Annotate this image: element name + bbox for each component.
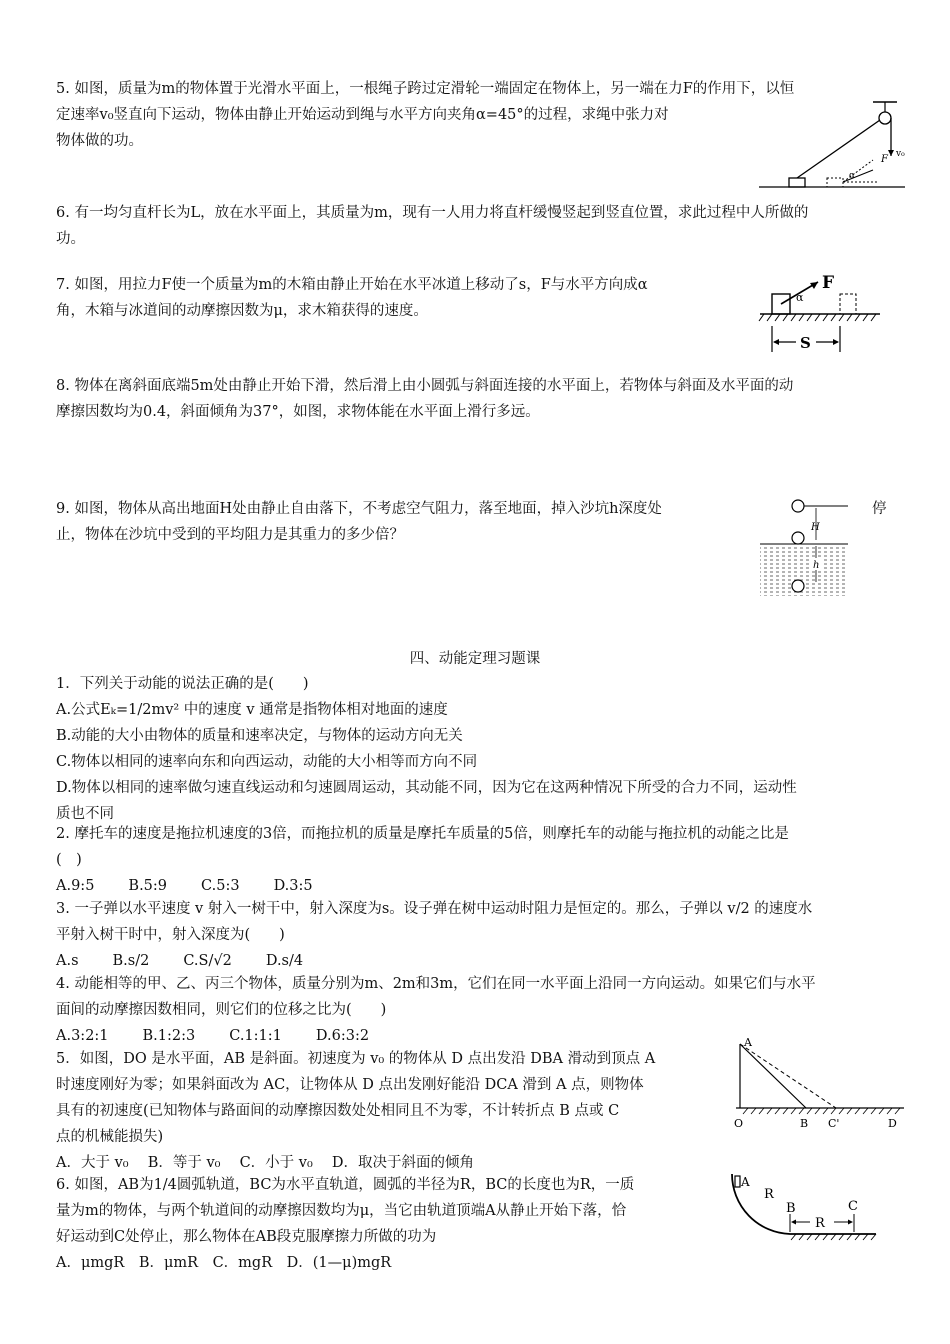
- question-2-option: A.9:5: [56, 878, 95, 894]
- problem-7-line2: 角，木箱与冰道间的动摩擦因数为μ，求木箱获得的速度。: [56, 303, 428, 319]
- question-6-line3: 好运动到C处停止，那么物体在AB段克服摩擦力所做的功为: [56, 1229, 437, 1245]
- problem-8: [56, 373, 793, 425]
- sand-pit-figure: [758, 494, 850, 598]
- question-6-line1: 6. 如图，AB为1/4圆弧轨道，BC为水平直轨道，圆弧的半径为R，BC的长度也为R，一质: [56, 1177, 635, 1193]
- point-b-label: B: [786, 1201, 796, 1216]
- question-1-option-c: C.物体以相同的速率向东和向西运动，动能的大小相等而方向不同: [56, 754, 478, 770]
- question-1-stem: 1．下列关于动能的说法正确的是( ): [56, 676, 309, 692]
- question-2-option: C.5:3: [201, 878, 240, 894]
- question-5: [56, 1046, 655, 1176]
- question-1-option-b: B.动能的大小由物体的质量和速率决定，与物体的运动方向无关: [56, 728, 463, 744]
- problem-8-line2: 摩擦因数均为0.4，斜面倾角为37°，如图，求物体能在水平面上滑行多远。: [56, 404, 540, 420]
- question-4-option: C.1:1:1: [229, 1028, 282, 1044]
- pulley-figure: [755, 98, 915, 192]
- question-5-line3: 具有的初速度(已知物体与路面间的动摩擦因数处处相同且不为零，不计转折点 B 点或 C: [56, 1103, 620, 1119]
- question-5-line4: 点的机械能损失): [56, 1129, 164, 1145]
- question-1-option-a: A.公式Eₖ=1/2mv² 中的速度 v 通常是指物体相对地面的速度: [56, 702, 448, 718]
- question-3-option: B.s/2: [112, 953, 150, 969]
- question-1-option-d-line2: 质也不同: [56, 806, 114, 822]
- problem-9-line2: 止，物体在沙坑中受到的平均阻力是其重力的多少倍？: [56, 527, 404, 543]
- point-b-label: B: [800, 1117, 809, 1130]
- force-label: F: [881, 154, 888, 165]
- question-2-stem-line2: ( ): [56, 852, 82, 868]
- sled-figure: [758, 268, 882, 362]
- question-1-option-d-line1: D.物体以相同的速率做匀速直线运动和匀速圆周运动，其动能不同，因为它在这两种情况下所受的合力不同，运动性: [56, 780, 797, 796]
- point-c-label: C: [848, 1199, 858, 1214]
- question-4-stem-line2: 面间的动摩擦因数相同，则它们的位移之比为( ): [56, 1002, 387, 1018]
- question-2: [56, 821, 789, 899]
- incline-figure: [728, 1034, 908, 1134]
- problem-6: [56, 200, 808, 252]
- question-3-option: C.S/√2: [183, 953, 232, 969]
- question-6-line2: 量为m的物体，与两个轨道间的动摩擦因数均为μ，当它由轨道顶端A从静止开始下落，恰: [56, 1203, 627, 1219]
- point-a-label: A: [741, 1175, 750, 1189]
- problem-7: [56, 272, 648, 324]
- problem-6-line1: 6. 有一均匀直杆长为L，放在水平面上，其质量为m，现有一人用力将直杆缓慢竖起到竖直位置，求此过程中人所做的: [56, 205, 809, 221]
- question-5-line2: 时速度刚好为零；如果斜面改为 AC，让物体从 D 点出发刚好能沿 DCA 滑到 A 点，则物体: [56, 1077, 644, 1093]
- question-2-option: D.3:5: [273, 878, 313, 894]
- arc-track-figure: [726, 1170, 886, 1250]
- question-4-option: A.3:2:1: [56, 1028, 109, 1044]
- height-label: H: [811, 522, 820, 533]
- alpha-label: α: [849, 171, 856, 181]
- section-title: 四、动能定理习题课: [409, 651, 541, 667]
- problem-7-line1: 7. 如图，用拉力F使一个质量为m的木箱由静止开始在水平冰道上移动了s，F与水平方向成α: [56, 277, 648, 293]
- problem-9-line1: 9. 如图，物体从高出地面H处由静止自由落下，不考虑空气阻力，落至地面，掉入沙坑h深度处: [56, 501, 662, 517]
- question-4-stem-line1: 4. 动能相等的甲、乙、丙三个物体，质量分别为m、2m和3m，它们在同一水平面上沿同一方向运动。如果它们与水平: [56, 976, 816, 992]
- alpha-label: α: [796, 291, 804, 304]
- point-a-label: A: [744, 1036, 752, 1049]
- question-3: [56, 896, 812, 974]
- question-2-stem-line1: 2. 摩托车的速度是拖拉机速度的3倍，而拖拉机的质量是摩托车质量的5倍，则摩托车的动能与拖拉机的动能之比是: [56, 826, 789, 842]
- problem-5-line2: 定速率v₀竖直向下运动，物体由静止开始运动到绳与水平方向夹角α=45°的过程，求绳中张力对: [56, 107, 669, 123]
- question-4-option: B.1:2:3: [142, 1028, 196, 1044]
- question-4: [56, 971, 816, 1049]
- question-5-options: A．大于 v₀ B．等于 v₀ C．小于 v₀ D．取决于斜面的倾角: [56, 1155, 475, 1171]
- question-3-option: D.s/4: [265, 953, 304, 969]
- problem-5-line3: 物体做的功。: [56, 133, 143, 149]
- question-3-option: A.s: [56, 953, 79, 969]
- problem-6-line2: 功。: [56, 231, 85, 247]
- point-o-label: O: [734, 1117, 744, 1130]
- depth-label: h: [813, 560, 820, 571]
- problem-8-line1: 8. 物体在离斜面底端5m处由静止开始下滑，然后滑上由小圆弧与斜面连接的水平面上，若物体与斜面及水平面的动: [56, 378, 794, 394]
- distance-label: S: [800, 334, 811, 352]
- question-2-option: B.5:9: [128, 878, 168, 894]
- question-5-line1: 5．如图，DO 是水平面，AB 是斜面。初速度为 v₀ 的物体从 D 点出发沿 DBA 滑动到顶点 A: [56, 1051, 656, 1067]
- point-c-label: C': [828, 1117, 840, 1130]
- question-4-option: D.6:3:2: [315, 1028, 370, 1044]
- question-3-stem-line2: 平射入树干时中，射入深度为( ): [56, 927, 285, 943]
- problem-9-line1-end: 停: [872, 501, 887, 517]
- question-6: [56, 1172, 634, 1276]
- point-d-label: D: [888, 1117, 897, 1130]
- problem-5: [56, 76, 794, 154]
- question-1: [56, 671, 797, 827]
- problem-5-line1: 5. 如图，质量为m的物体置于光滑水平面上，一根绳子跨过定滑轮一端固定在物体上，另一端在力F的作用下，以恒: [56, 81, 795, 97]
- v0-label: v₀: [896, 149, 905, 159]
- length-label: R: [815, 1216, 825, 1231]
- radius-label: R: [764, 1187, 774, 1202]
- question-3-stem-line1: 3. 一子弹以水平速度 v 射入一树干中，射入深度为s。设子弹在树中运动时阻力是恒定的。那么，子弹以 v/2 的速度水: [56, 901, 813, 917]
- force-label: F: [822, 273, 835, 293]
- question-6-options: A．μmgR B．μmR C．mgR D．(1—μ)mgR: [56, 1255, 392, 1271]
